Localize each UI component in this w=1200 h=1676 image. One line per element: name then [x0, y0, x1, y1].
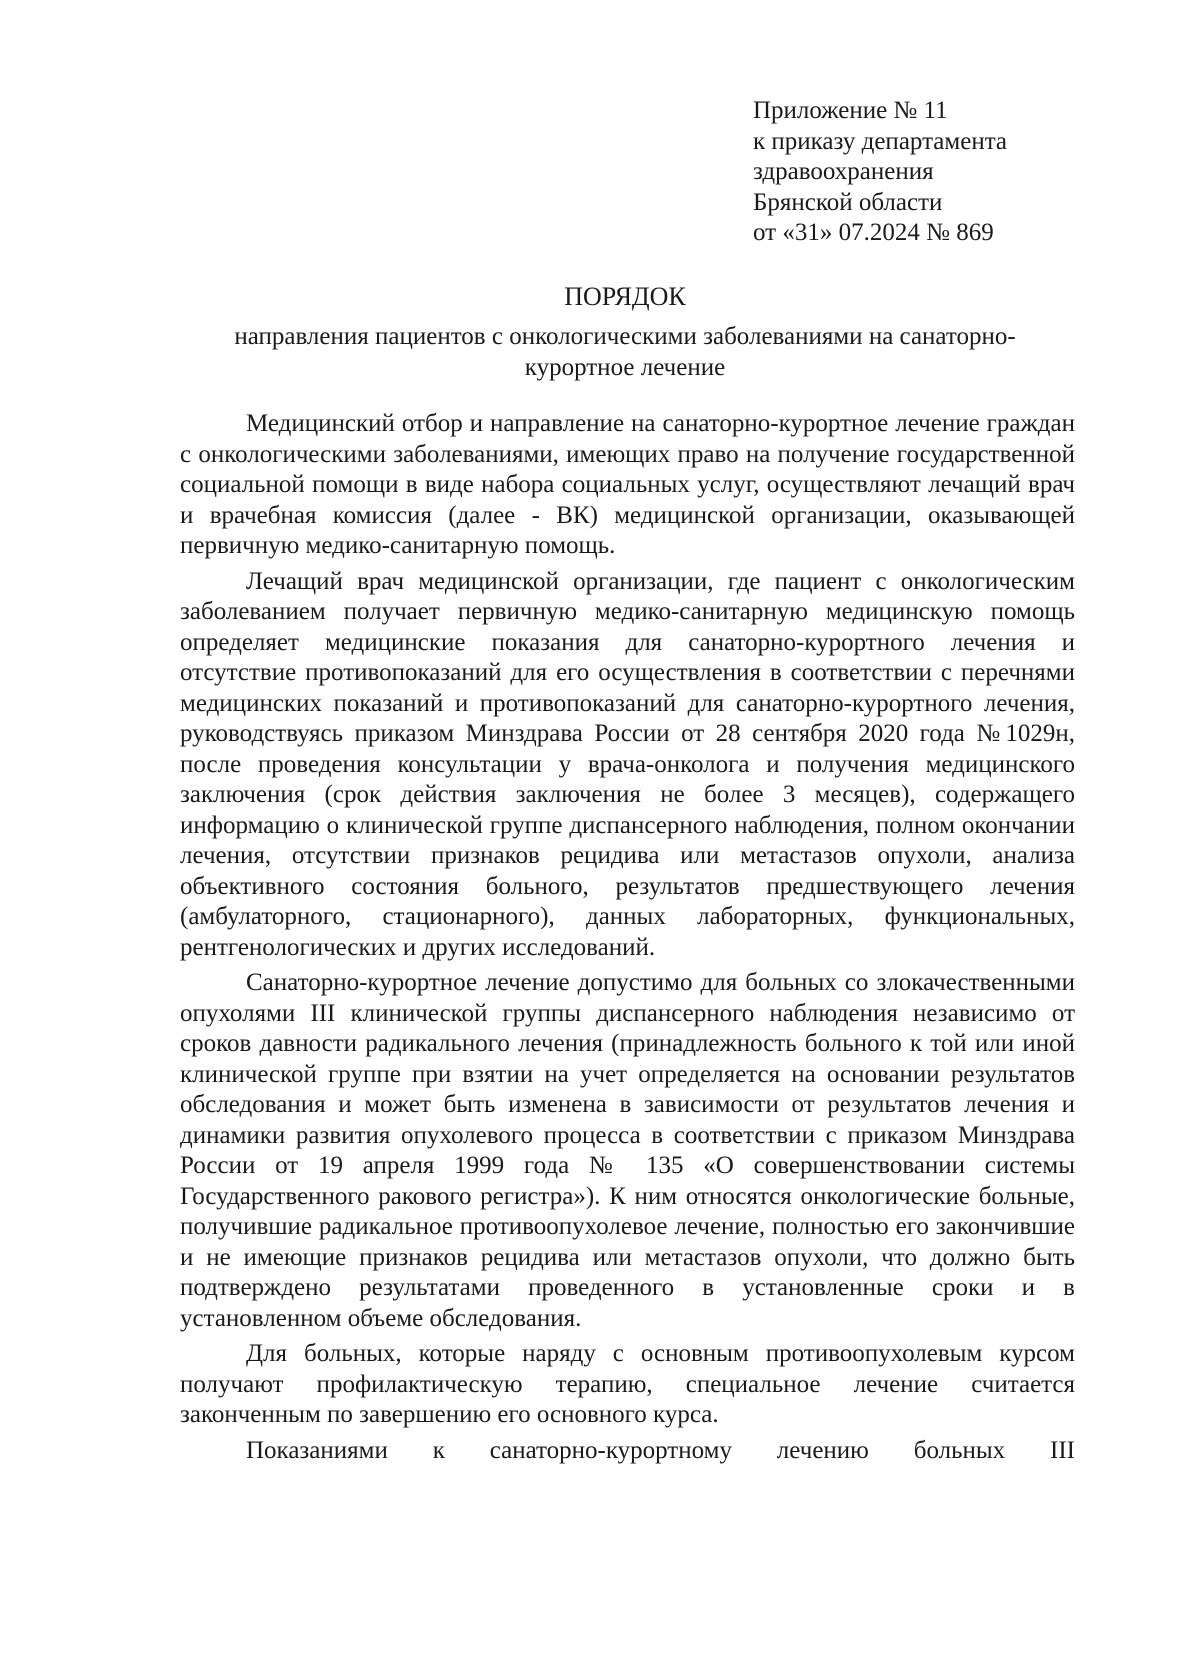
approval-line-appendix: Приложение № 11: [753, 97, 948, 124]
approval-line-region: Брянской области: [753, 188, 943, 216]
document-heading: [180, 282, 1070, 383]
approval-block: [753, 96, 1153, 249]
approval-line-date-number: от «31» 07.2024 № 869: [753, 219, 994, 246]
document-title: ПОРЯДОК: [564, 282, 686, 311]
paragraph-prophylactic-therapy: Для больных, которые наряду с основным противоопухолевым курсом получают профилактическую терапию, специальное лечение считается законченным по завершению его основного курса.: [180, 1340, 1075, 1428]
paragraph-indications: Показаниями к санаторно-курортному лечению больных III: [246, 1436, 1075, 1464]
approval-line-department: здравоохранения: [753, 158, 934, 185]
approval-line-order: к приказу департамента: [753, 127, 1008, 155]
paragraph-attending-physician: Лечащий врач медицинской организации, где пациент с онкологическим заболеванием получает первичную медико-санитарную медицинскую помощь определяет медицинские показания для санаторно-курортного лечения и отсутствие противопоказаний для его осуществления в соответствии с перечнями медицинских показаний и противопоказаний для санаторно-курортного лечения, руководствуясь приказом Минздрава России от 28 сентября 2020 года №1029н, после проведения консультации у врача-онколога и получения медицинского заключения (срок действия заключения не более 3 месяцев), содержащего информацию о клинической группе диспансерного наблюдения, полном окончании лечения, отсутствии признаков рецидива или метастазов опухоли, анализа объективного состояния больного, результатов предшествующего лечения (амбулаторного, стационарного), данных лабораторных, функциональных, рентгенологических и других исследований.: [180, 567, 1075, 961]
document-subtitle: направления пациентов с онкологическими заболеваниями на санаторно-курортное лечение: [234, 323, 1016, 381]
document-body: [180, 409, 1075, 1471]
paragraph-selection: Медицинский отбор и направление на санаторно-курортное лечение граждан с онкологическими заболеваниями, имеющих право на получение государственной социальной помощи в виде набора социальных услуг, осуществляют лечащий врач и врачебная комиссия (далее - ВК) медицинской организации, оказывающей первичную медико-санитарную помощь.: [180, 410, 1075, 559]
paragraph-admissibility: Санаторно-курортное лечение допустимо для больных со злокачественными опухолями III клинической группы диспансерного наблюдения независимо от сроков давности радикального лечения (принадлежность больного к той или иной клинической группе при взятии на учет определяется на основании результатов обследования и может быть изменена в зависимости от результатов лечения и динамики развития опухолевого процесса в соответствии с приказом Минздрава России от 19 апреля 1999 года № 135 «О совершенствовании системы Государственного ракового регистра»). К ним относятся онкологические больные, получившие радикальное противоопухолевое лечение, полностью его закончившие и не имеющие признаков рецидива или метастазов опухоли, что должно быть подтверждено результатами проведенного в установленные сроки и в установленном объеме обследования.: [180, 969, 1075, 1332]
